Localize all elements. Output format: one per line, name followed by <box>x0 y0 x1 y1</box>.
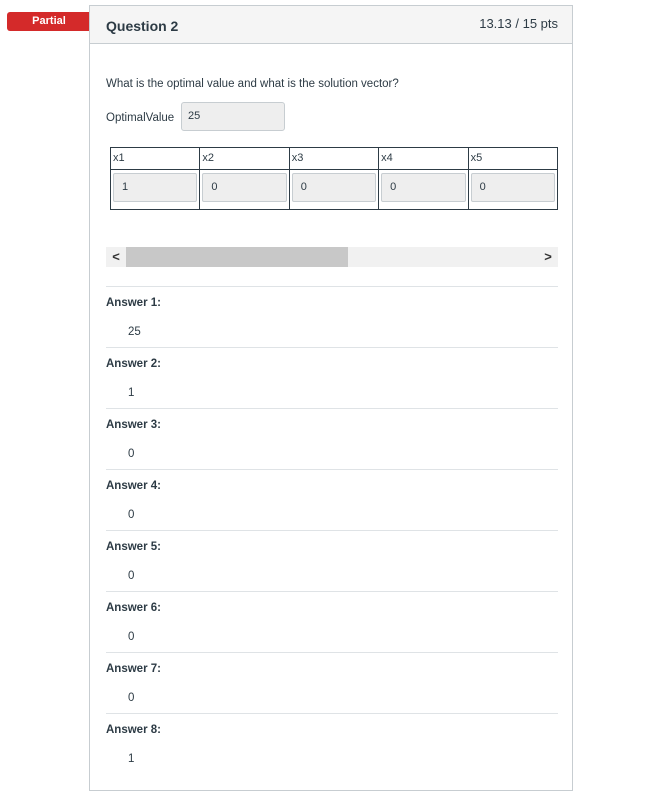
answer-item <box>106 408 558 469</box>
scroll-right-icon[interactable]: > <box>544 249 552 264</box>
answer-label: Answer 4: <box>106 480 161 492</box>
answer-label: Answer 6: <box>106 602 161 614</box>
vector-header-x4: x4 <box>379 148 468 170</box>
vector-header-x5: x5 <box>468 148 557 170</box>
vector-cell-x3 <box>289 170 378 210</box>
status-badge <box>7 12 101 31</box>
question-prompt: What is the optimal value and what is the solution vector? <box>106 78 399 90</box>
vector-cell-x4 <box>379 170 468 210</box>
vector-header-x3: x3 <box>289 148 378 170</box>
vector-header-x2: x2 <box>200 148 289 170</box>
vector-cell-x2 <box>200 170 289 210</box>
scroll-left-icon[interactable]: < <box>112 249 120 264</box>
solution-vector-scroll-area <box>110 147 558 211</box>
answer-list <box>106 286 558 774</box>
answer-item <box>106 591 558 652</box>
vector-input-x3[interactable]: 0 <box>292 173 376 202</box>
vector-input-x2[interactable]: 0 <box>202 173 286 202</box>
badge-label: Partial <box>32 15 66 27</box>
answer-label: Answer 8: <box>106 724 161 736</box>
answer-label: Answer 2: <box>106 358 161 370</box>
answer-value: 0 <box>128 692 135 704</box>
answer-item <box>106 530 558 591</box>
answer-value: 25 <box>128 326 141 338</box>
question-points: 13.13 / 15 pts <box>479 16 558 31</box>
question-title: Question 2 <box>106 18 179 34</box>
vector-input-x4[interactable]: 0 <box>381 173 465 202</box>
answer-value: 0 <box>128 509 135 521</box>
vector-input-x5[interactable]: 0 <box>471 173 555 202</box>
optimal-value-input[interactable]: 25 <box>181 102 285 131</box>
vector-header-x1: x1 <box>111 148 200 170</box>
vector-cell-x1 <box>111 170 200 210</box>
answer-item <box>106 713 558 774</box>
answer-item <box>106 286 558 347</box>
vector-input-x1[interactable]: 1 <box>113 173 197 202</box>
answer-value: 0 <box>128 448 135 460</box>
answer-item <box>106 347 558 408</box>
scrollbar-thumb[interactable] <box>126 247 348 267</box>
answer-label: Answer 5: <box>106 541 161 553</box>
question-card <box>89 5 573 791</box>
vector-cell-x5 <box>468 170 557 210</box>
answer-item <box>106 469 558 530</box>
question-header <box>90 6 572 44</box>
answer-item <box>106 652 558 713</box>
horizontal-scrollbar[interactable] <box>106 247 558 267</box>
answer-value: 1 <box>128 753 135 765</box>
solution-vector-table <box>110 147 558 210</box>
answer-value: 1 <box>128 387 135 399</box>
optimal-value-label: OptimalValue <box>106 112 175 124</box>
answer-value: 0 <box>128 570 135 582</box>
answer-value: 0 <box>128 631 135 643</box>
answer-label: Answer 1: <box>106 297 161 309</box>
answer-label: Answer 3: <box>106 419 161 431</box>
answer-label: Answer 7: <box>106 663 161 675</box>
